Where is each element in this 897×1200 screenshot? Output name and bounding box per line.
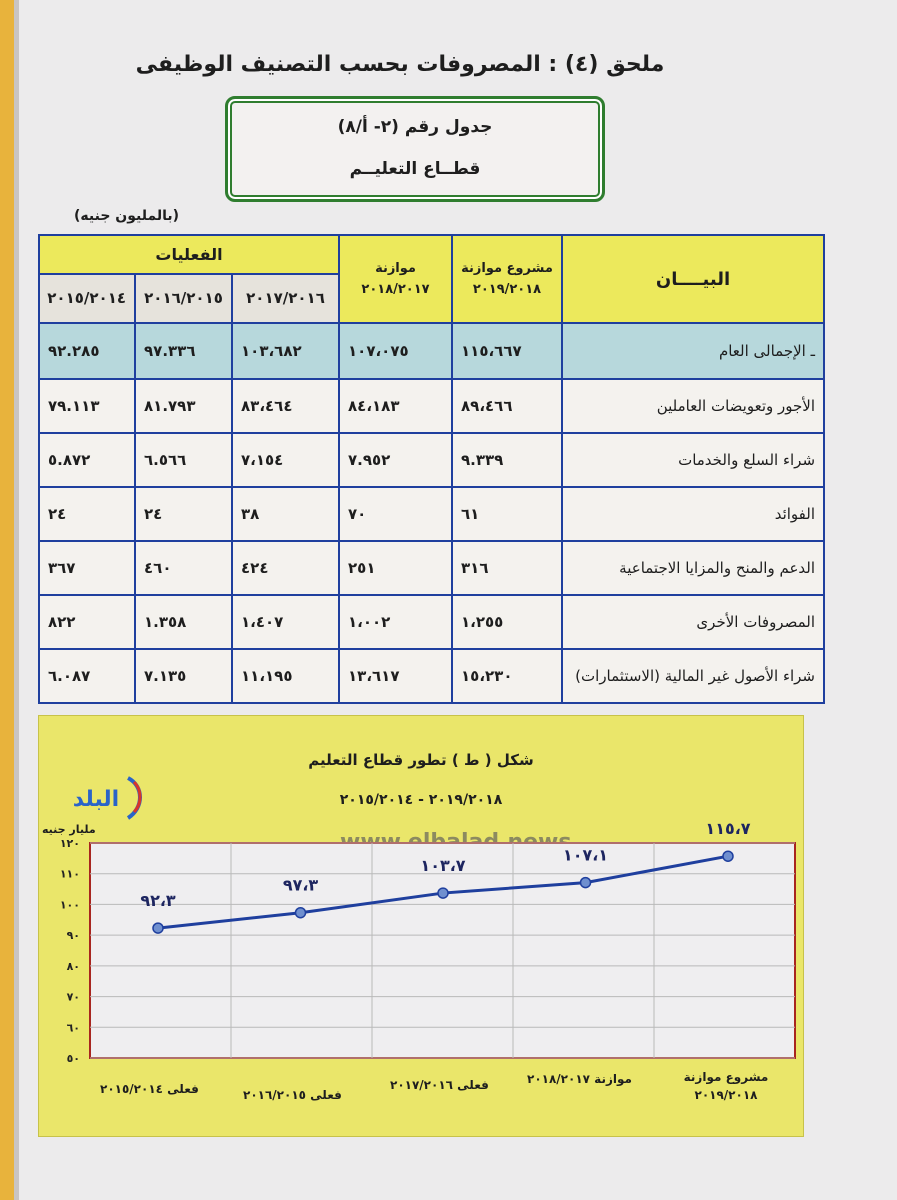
page-heading: ملحق (٤) : المصروفات بحسب التصنيف الوظيفى [135,52,665,77]
unit-note: (بالمليون جنيه) [74,208,179,224]
plot-area [90,843,795,1058]
cell-value: ٨٩،٤٦٦ [452,379,562,433]
logo-text: البلد [72,787,120,812]
row-label: المصروفات الأخرى [562,595,824,649]
row-label: ـ الإجمالى العام [562,323,824,379]
cell-value: ٩.٣٣٩ [452,433,562,487]
actual-year-2: ٢٠١٦/٢٠١٥ [135,274,232,323]
cell-value: ٧،١٥٤ [232,433,339,487]
cell-value: ٢٤ [135,487,232,541]
cell-value: ٢٤ [39,487,135,541]
chart-subtitle: ٢٠١٩/٢٠١٨ - ٢٠١٥/٢٠١٤ [339,792,503,808]
cell-value: ٣٦٧ [39,541,135,595]
chart-title: شكل ( ط ) تطور قطاع التعليم [308,751,534,769]
y-tick-label: ٦٠ [66,1021,80,1035]
cell-value: ١٠٧،٠٧٥ [339,323,452,379]
header-actuals: الفعليات [39,235,339,274]
row-label: الدعم والمنح والمزايا الاجتماعية [562,541,824,595]
cell-value: ١١،١٩٥ [232,649,339,703]
cell-value: ٥.٨٧٢ [39,433,135,487]
data-label: ٩٧،٣ [282,875,319,895]
table-number: جدول رقم (٢- أ/٨) [337,117,493,137]
cell-value: ٤٢٤ [232,541,339,595]
data-point [153,923,163,933]
actual-year-1: ٢٠١٧/٢٠١٦ [232,274,339,323]
cell-value: ٧.٩٥٢ [339,433,452,487]
data-point [723,851,733,861]
header-budget-title: موازنة [375,261,416,276]
cell-value: ٩٢.٢٨٥ [39,323,135,379]
cell-value: ٦.٥٦٦ [135,433,232,487]
cell-value: ١٥،٢٣٠ [452,649,562,703]
cell-value: ٣١٦ [452,541,562,595]
y-axis-label: مليار جنيه [42,823,96,836]
x-label-1: فعلى ٢٠١٥/٢٠١٤ [100,1082,199,1096]
x-label-2: فعلى ٢٠١٦/٢٠١٥ [243,1088,342,1102]
cell-value: ١.٣٥٨ [135,595,232,649]
cell-value: ١،٠٠٢ [339,595,452,649]
cell-value: ٨٢٢ [39,595,135,649]
data-label: ١٠٣،٧ [420,856,466,876]
cell-value: ٧.١٣٥ [135,649,232,703]
cell-value: ١٣،٦١٧ [339,649,452,703]
sector-name: قطــاع التعليــم [349,159,481,179]
data-label: ١١٥،٧ [705,819,751,839]
cell-value: ٧٩.١١٣ [39,379,135,433]
row-label: الأجور وتعويضات العاملين [562,379,824,433]
y-tick-label: ٧٠ [66,990,80,1004]
header-label: البيــــان [562,235,824,323]
x-label-5: مشروع موازنة ٢٠١٩/٢٠١٨ [683,1070,769,1102]
cell-value: ٧٠ [339,487,452,541]
y-tick-label: ١٠٠ [59,898,80,912]
data-label: ١٠٧،١ [562,845,609,865]
actual-year-3: ٢٠١٥/٢٠١٤ [39,274,135,323]
y-tick-label: ٩٠ [66,929,80,943]
cell-value: ٢٥١ [339,541,452,595]
cell-value: ٦١ [452,487,562,541]
y-tick-label: ٥٠ [66,1052,80,1065]
y-tick-label: ١١٠ [59,867,80,881]
cell-value: ١،٢٥٥ [452,595,562,649]
x-label-4: موازنة ٢٠١٨/٢٠١٧ [527,1072,632,1086]
cell-value: ١٠٣،٦٨٢ [232,323,339,379]
cell-value: ٦.٠٨٧ [39,649,135,703]
data-point [438,888,448,898]
cell-value: ٨١.٧٩٣ [135,379,232,433]
row-label: شراء الأصول غير المالية (الاستثمارات) [562,649,824,703]
data-point [581,878,591,888]
cell-value: ٤٦٠ [135,541,232,595]
data-label: ٩٢،٣ [140,891,176,911]
header-budget-year: ٢٠١٨/٢٠١٧ [361,282,430,297]
header-project-year: ٢٠١٩/٢٠١٨ [472,282,542,297]
row-label: الفوائد [562,487,824,541]
x-label-3: فعلى ٢٠١٧/٢٠١٦ [390,1078,489,1092]
y-tick-label: ١٢٠ [59,837,80,850]
header-project-title: مشروع موازنة [461,261,553,276]
cell-value: ٩٧.٣٣٦ [135,323,232,379]
cell-value: ٨٤،١٨٣ [339,379,452,433]
row-label: شراء السلع والخدمات [562,433,824,487]
y-tick-label: ٨٠ [66,959,80,973]
cell-value: ١،٤٠٧ [232,595,339,649]
cell-value: ٣٨ [232,487,339,541]
data-point [296,908,306,918]
cell-value: ١١٥،٦٦٧ [452,323,562,379]
cell-value: ٨٣،٤٦٤ [232,379,339,433]
